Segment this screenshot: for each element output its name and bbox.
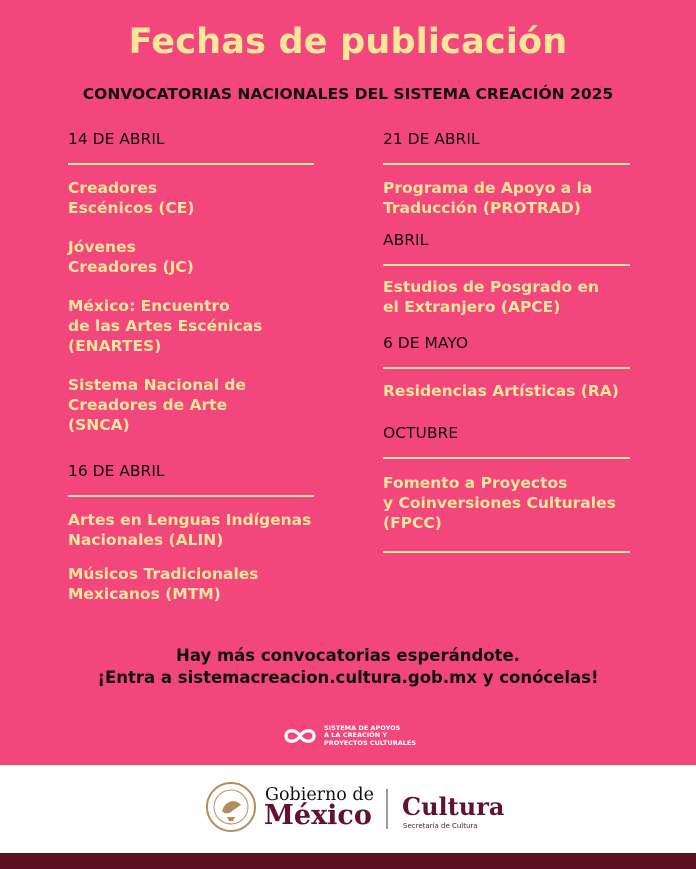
entry-line: Creadores de Arte (68, 396, 228, 414)
date-heading: 14 DE ABRIL (68, 128, 314, 165)
entry-line: Creadores (JC) (68, 258, 194, 276)
call-entry-fpcc (383, 473, 630, 533)
date-heading: 21 DE ABRIL (383, 128, 630, 165)
cultura-label: Cultura (402, 792, 505, 821)
call-entry-alin (68, 510, 314, 550)
entry-line: Fomento a Proyectos (383, 474, 568, 492)
entry-line: Músicos Tradicionales (68, 565, 259, 583)
mexico-label: México (264, 800, 372, 831)
date-heading: 16 DE ABRIL (68, 460, 314, 497)
entry-line: (FPCC) (383, 514, 442, 532)
date-heading: OCTUBRE (383, 422, 630, 459)
closing-rule (383, 551, 630, 553)
entry-line: Escénicos (CE) (68, 199, 195, 217)
call-entry-mtm (68, 564, 314, 604)
entry-line: Traducción (PROTRAD) (383, 199, 581, 217)
call-entry-ce (68, 178, 314, 218)
secretaria-label: Secretaría de Cultura (403, 822, 478, 830)
entry-line: Sistema Nacional de (68, 376, 247, 394)
gobierno-label: Gobierno de (265, 785, 374, 805)
sistema-creacion-logo (282, 722, 434, 750)
entry-line: Programa de Apoyo a la (383, 179, 593, 197)
left-column (68, 128, 314, 604)
call-to-action (0, 645, 696, 689)
infinity-logo-icon (282, 726, 318, 746)
entry-line: de las Artes Escénicas (68, 317, 263, 335)
call-entry-jc (68, 237, 314, 277)
entry-line: México: Encuentro (68, 297, 230, 315)
cta-line-1: Hay más convocatorias esperándote. (176, 646, 520, 665)
coat-of-arms-icon (205, 781, 257, 833)
entry-line: (SNCA) (68, 416, 130, 434)
call-entry-ra (383, 381, 630, 401)
call-entry-protrad (383, 178, 630, 218)
footer-bar (0, 853, 696, 869)
entry-line: Artes en Lenguas Indígenas (68, 511, 312, 529)
entry-line: el Extranjero (APCE) (383, 298, 561, 316)
date-heading: ABRIL (383, 229, 630, 266)
cta-line-2[interactable]: ¡Entra a sistemacreacion.cultura.gob.mx y conócelas! (97, 668, 599, 687)
brand-line: SISTEMA DE APOYOS (324, 723, 401, 732)
page-subtitle: CONVOCATORIAS NACIONALES DEL SISTEMA CREACIÓN 2025 (82, 85, 614, 103)
entry-line: y Coinversiones Culturales (383, 494, 616, 512)
entry-line: Residencias Artísticas (RA) (383, 382, 619, 400)
entry-line: Jóvenes (68, 238, 136, 256)
brand-line: A LA CREACIÓN Y (324, 731, 388, 740)
call-entry-enartes (68, 296, 314, 356)
page-title: Fechas de publicación (128, 22, 568, 62)
entry-line: (ENARTES) (68, 337, 162, 355)
entry-line: Mexicanos (MTM) (68, 585, 221, 603)
entry-line: Estudios de Posgrado en (383, 278, 600, 296)
date-heading: 6 DE MAYO (383, 332, 630, 369)
call-entry-apce (383, 277, 630, 317)
brand-text (324, 725, 434, 748)
entry-line: Nacionales (ALIN) (68, 531, 224, 549)
footer-divider (386, 789, 388, 829)
entry-line: Creadores (68, 179, 158, 197)
brand-line: PROYECTOS CULTURALES (324, 738, 417, 747)
right-column (383, 128, 630, 553)
call-entry-snca (68, 375, 314, 435)
